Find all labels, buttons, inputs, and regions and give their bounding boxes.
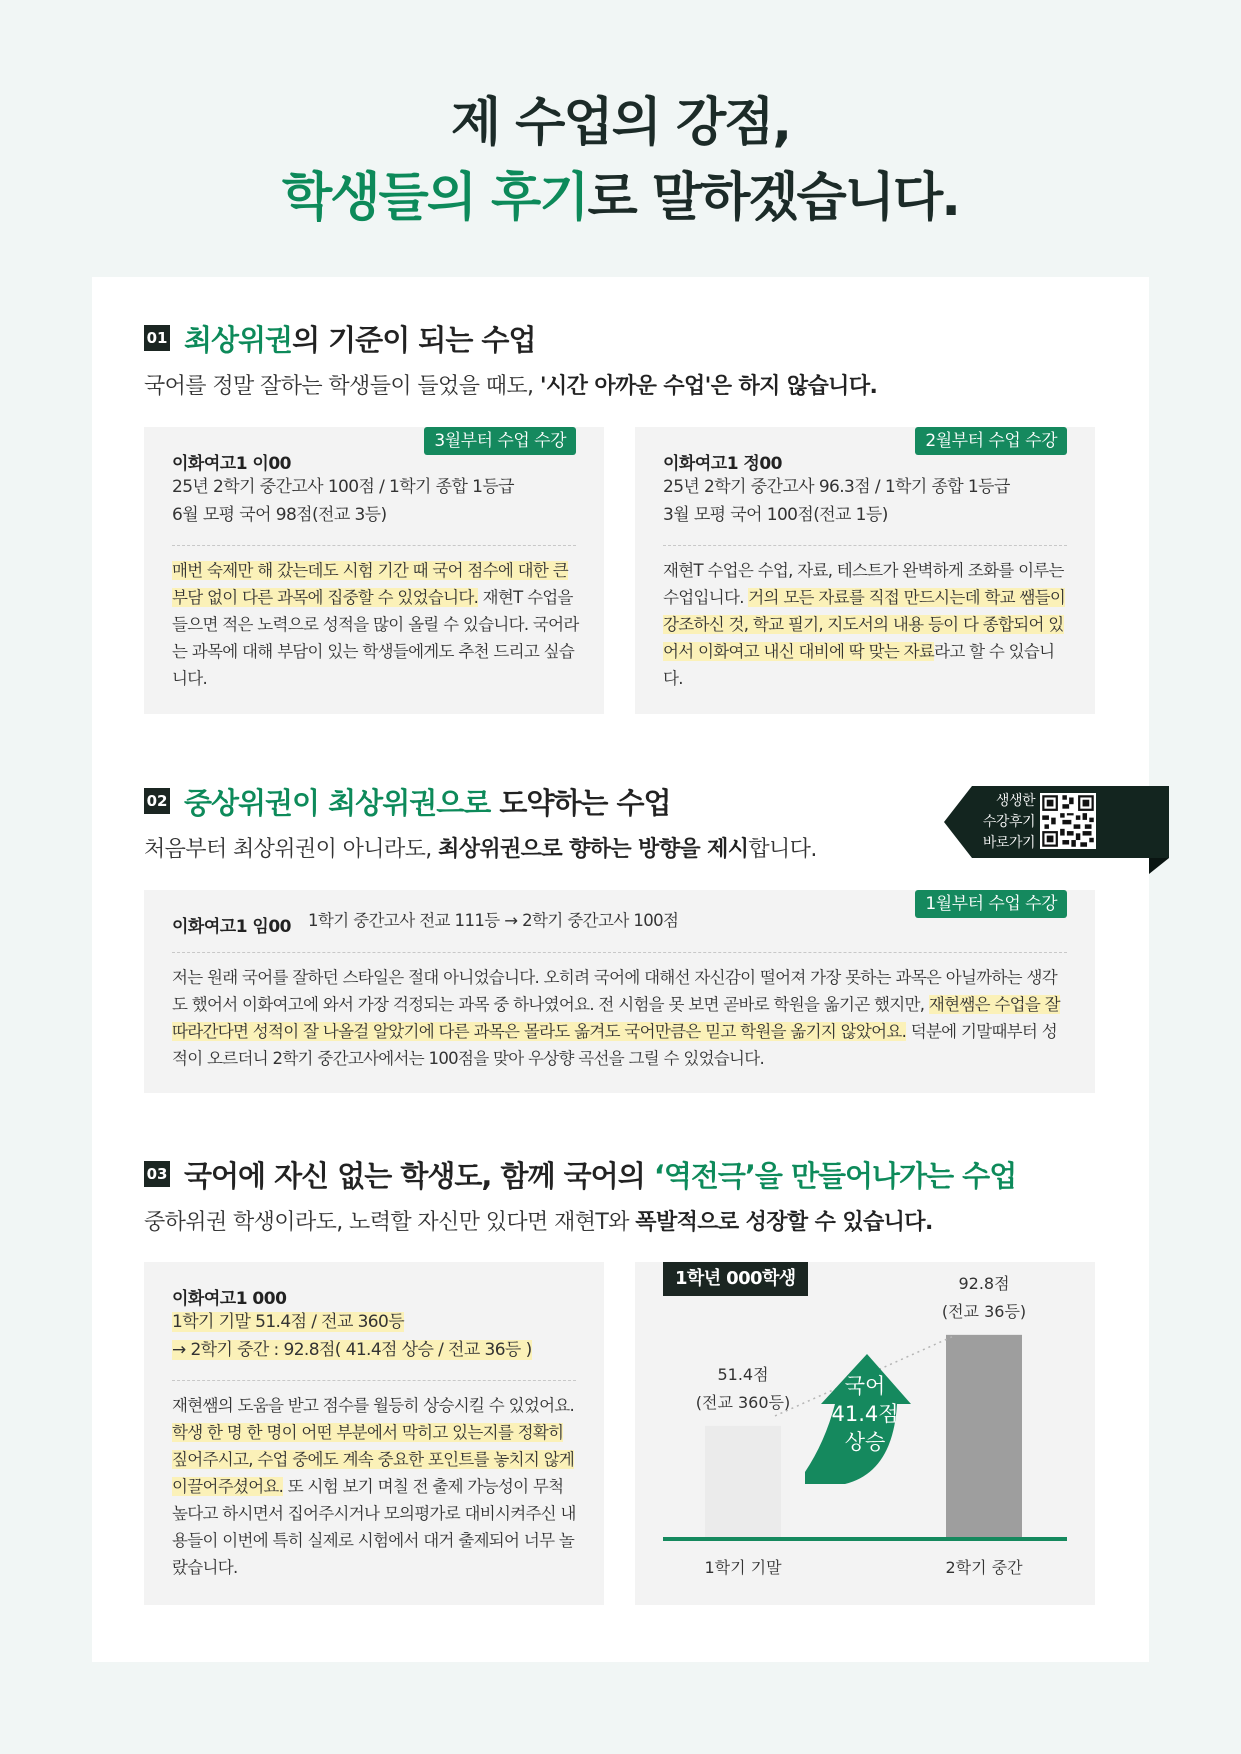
review-card-1 [144, 427, 604, 714]
review-card-2-divider [663, 545, 1067, 546]
section1-number-badge: 01 [144, 325, 170, 351]
review-card-4-highlight: 학생 한 명 한 명이 어떤 부분에서 막히고 있는지를 정확히 짚어주시고, 수업 중에도 계속 중요한 포인트를 놓치지 않게 이끌어주셨어요. [172, 1423, 575, 1496]
review-card-3-name: 이화여고1 임00 [172, 917, 292, 937]
score-rank-label-1: (전교 360등) [695, 1392, 791, 1412]
section3-title [184, 1154, 1016, 1195]
x-tick-label-2: 2학기 중간 [945, 1558, 1023, 1577]
section1-subtitle-bold: '시간 아까운 수업'은 하지 않습니다. [539, 374, 878, 399]
section3-subtitle [144, 1205, 933, 1236]
arrow-text-line-2: 41.4점 [831, 1402, 899, 1426]
review-card-1-tag: 3월부터 수업 수강 [424, 427, 576, 455]
section2-subtitle-normal1: 처음부터 최상위권이 아니라도, [144, 837, 439, 862]
review-card-4-divider [172, 1380, 576, 1381]
review-card-3-tag: 1월부터 수업 수강 [915, 890, 1067, 918]
section1-title-rest: 의 기준이 되는 수업 [292, 323, 536, 357]
content-sheet [92, 277, 1149, 1662]
review-card-4-info2-text: → 2학기 중간 : 92.8점( 41.4점 상승 / 전교 36등 ) [172, 1340, 532, 1360]
headline-green: 학생들의 후기 [282, 168, 588, 228]
review-card-1-name: 이화여고1 이00 [172, 454, 292, 474]
review-card-1-info2: 6월 모평 국어 98점(전교 3등) [172, 505, 387, 525]
review-card-3-text-pre: 저는 원래 국어를 잘하던 스타일은 절대 아니었습니다. 오히려 국어에 대해선 자신감이 떨어져 가장 못하는 과목은 아닐까하는 생각도 했어서 이화여고에 와서 가장 걱정되는 과목 중 하나였어요. 전 시험을 못 보면 곧바로 학원을 옮기곤 했지만, [172, 968, 1057, 1014]
score-bar-1 [705, 1426, 781, 1539]
review-link-text[interactable] [975, 791, 1035, 854]
review-card-3-body [172, 964, 1072, 1072]
review-card-2-highlight: 거의 모든 자료를 직접 만드시는데 학교 쌤들이 강조하신 것, 학교 필기, 지도서의 내용 등이 다 종합되어 있어서 이화여고 내신 대비에 딱 맞는 자료 [663, 588, 1066, 661]
review-card-3-divider [172, 952, 1067, 953]
chart-student-tag: 1학년 000학생 [663, 1262, 808, 1296]
x-tick-label-1: 1학기 기말 [704, 1558, 782, 1577]
review-card-1-divider [172, 545, 576, 546]
review-link-text-line2: 수강후기 [982, 814, 1035, 830]
review-card-4-text-pre: 재현쌤의 도움을 받고 점수를 월등히 상승시킬 수 있었어요. [172, 1396, 575, 1415]
review-card-3-info: 1학기 중간고사 전교 111등 → 2학기 중간고사 100점 [308, 911, 679, 930]
x-axis-line [663, 1537, 1067, 1541]
section2-title-green: 중상위권이 최상위권으로 [184, 786, 491, 820]
section3-number-badge: 03 [144, 1161, 170, 1187]
review-card-3 [144, 890, 1095, 1093]
review-card-4-info1-text: 1학기 기말 51.4점 / 전교 360등 [172, 1312, 405, 1332]
review-card-4-text-rest: 또 시험 보기 며칠 전 출제 가능성이 무척 높다고 하시면서 집어주시거나 모의평가로 대비시켜주신 내용들이 이번에 특히 실제로 시험에서 대거 출제되어 너무 놀랐습니다. [172, 1477, 576, 1577]
review-link-banner-fold [1149, 858, 1169, 874]
review-card-4 [144, 1262, 604, 1605]
arrow-text-line-1: 국어 [844, 1374, 886, 1398]
review-card-1-info1: 25년 2학기 중간고사 100점 / 1학기 종합 1등급 [172, 477, 514, 497]
score-value-label-2: 92.8점 [958, 1273, 1010, 1293]
review-card-3-highlight: 재현쌤은 수업을 잘 따라간다면 성적이 잘 나올걸 알았기에 다른 과목은 몰라도 옮겨도 국어만큼은 믿고 학원을 옮기지 않았어요. [172, 995, 1060, 1041]
section2-title-rest: 도약하는 수업 [490, 786, 671, 820]
section2-subtitle-normal2: 합니다. [748, 837, 817, 862]
section2-subtitle-bold: 최상위권으로 향하는 방향을 제시 [438, 837, 749, 862]
section3-subtitle-bold: 폭발적으로 성장할 수 있습니다. [635, 1210, 933, 1235]
headline-line2 [0, 155, 1241, 230]
review-card-2-text-pre: 재현T 수업은 수업, 자료, 테스트가 완벽하게 조화를 이루는 수업입니다. [663, 561, 1064, 607]
section3-title-green: ‘역전극’을 만들어나가는 수업 [653, 1159, 1017, 1193]
score-bar-2 [946, 1335, 1022, 1539]
review-card-2-name: 이화여고1 정00 [663, 454, 783, 474]
section1-subtitle-normal: 국어를 정말 잘하는 학생들이 들었을 때도, [144, 374, 540, 399]
arrow-text-line-3: 상승 [844, 1430, 886, 1454]
score-value-label-1: 51.4점 [717, 1364, 769, 1384]
review-card-4-info1 [172, 1308, 404, 1336]
section2-number-badge: 02 [144, 788, 170, 814]
section1-title-green: 최상위권 [184, 323, 293, 357]
review-card-4-info2 [172, 1336, 532, 1364]
review-link-text-line1: 생생한 [995, 793, 1035, 809]
review-link-text-line3: 바로가기 [982, 835, 1035, 851]
section3-subtitle-normal: 중하위권 학생이라도, 노력할 자신만 있다면 재현T와 [144, 1210, 636, 1235]
review-card-3-text-rest: 덕분에 기말때부터 성적이 오르더니 2학기 중간고사에서는 100점을 맞아 우상향 곡선을 그릴 수 있었습니다. [172, 1022, 1057, 1068]
headline-line1: 제 수업의 강점, [450, 93, 791, 153]
review-card-1-body [172, 557, 580, 692]
review-card-1-highlight: 매번 숙제만 해 갔는데도 시험 기간 때 국어 점수에 대한 큰 부담 없이 다른 과목에 집중할 수 있었습니다. [172, 561, 568, 607]
review-card-2-text-rest: 라고 할 수 있습니다. [663, 642, 1055, 688]
review-card-2-body [663, 557, 1071, 692]
section2-title [184, 781, 671, 822]
section1-subtitle [144, 369, 877, 400]
review-card-4-name: 이화여고1 000 [172, 1289, 287, 1309]
section2-subtitle [144, 832, 817, 863]
review-card-2 [635, 427, 1095, 714]
section1-title [184, 318, 535, 359]
score-chart-card [635, 1262, 1095, 1605]
headline-rest: 로 말하겠습니다. [587, 168, 959, 228]
qr-code-icon[interactable] [1040, 793, 1096, 849]
section3-title-normal: 국어에 자신 없는 학생도, 함께 국어의 [184, 1159, 654, 1193]
review-card-2-tag: 2월부터 수업 수강 [915, 427, 1067, 455]
review-card-2-info2: 3월 모평 국어 100점(전교 1등) [663, 505, 888, 525]
score-rank-label-2: (전교 36등) [941, 1301, 1027, 1321]
review-card-4-body [172, 1392, 580, 1581]
review-card-2-info1: 25년 2학기 중간고사 96.3점 / 1학기 종합 1등급 [663, 477, 1010, 497]
score-bar-chart [635, 1262, 1095, 1605]
review-card-1-text: 재현T 수업을 들으면 적은 노력으로 성적을 많이 올릴 수 있습니다. 국어라는 과목에 대해 부담이 있는 학생들에게도 추천 드리고 싶습니다. [172, 588, 579, 688]
